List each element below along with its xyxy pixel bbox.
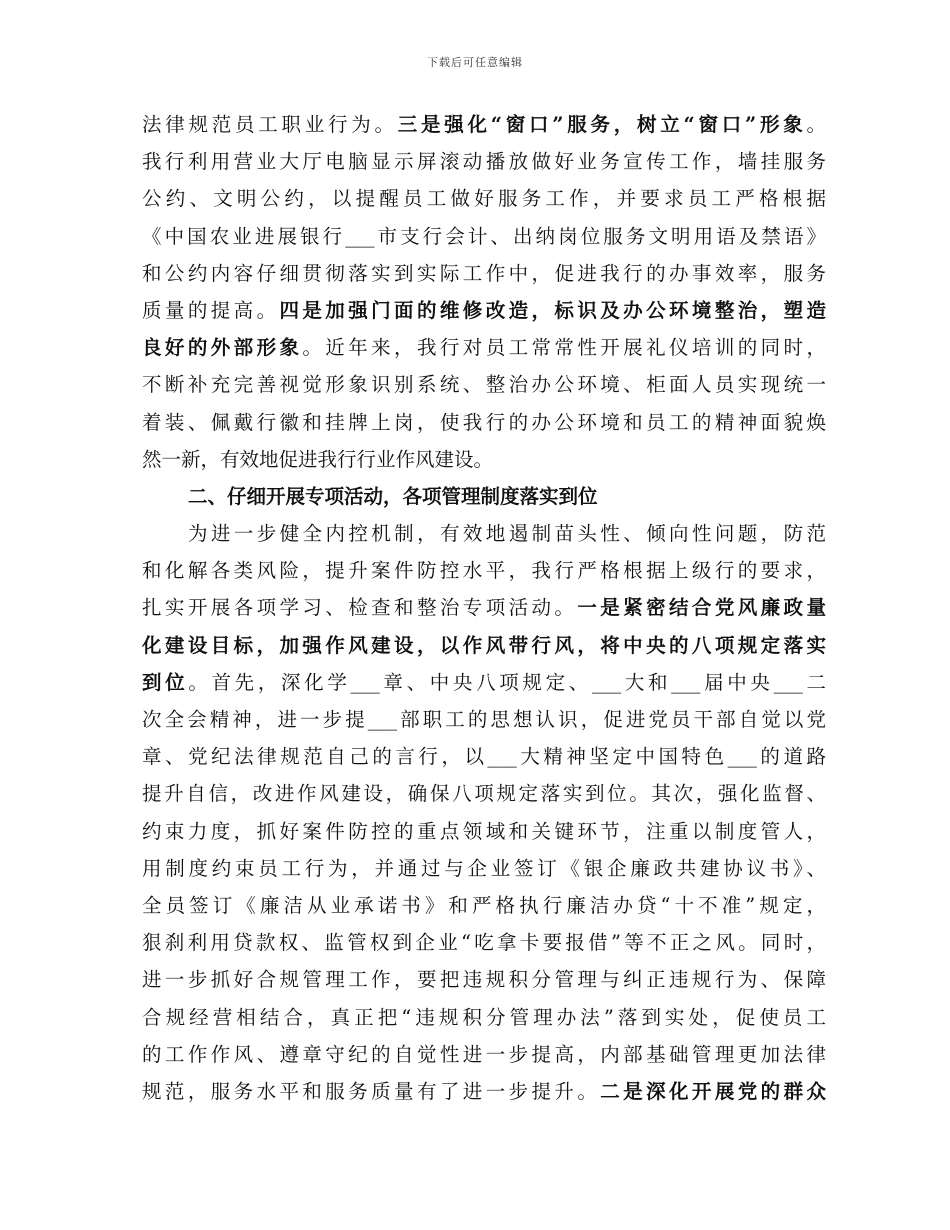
text-segment: 法律规范员工职业行为。 [142, 113, 398, 136]
text-line [142, 1073, 826, 1110]
bold-text-segment: 二、仔细开展专项活动，各项管理制度落实到位 [188, 484, 598, 508]
bold-text-segment: 到位 [142, 670, 189, 694]
text-segment: 为进一步健全内控机制，有效地遏制苗头性、倾向性问题，防范 [188, 522, 826, 546]
text-line [142, 441, 826, 478]
text-line [142, 404, 826, 441]
text-segment: 次全会精神，进一步提___部职工的思想认识，促进党员干部自觉以党 [142, 708, 826, 731]
text-segment: 全员签订《廉洁从业承诺书》和严格执行廉洁办贷“十不准”规定， [142, 893, 826, 917]
text-segment: 不断补充完善视觉形象识别系统、整治办公环境、柜面人员实现统一 [142, 373, 826, 397]
text-line [142, 850, 826, 887]
page-header: 下载后可任意编辑 [427, 56, 523, 69]
text-segment: 。 [806, 113, 826, 136]
text-segment: 和化解各类风险，提升案件防控水平，我行严格根据上级行的要求， [142, 559, 826, 583]
text-line [142, 589, 826, 626]
section-heading [142, 478, 826, 515]
text-segment: 然一新，有效地促进我行行业作风建设。 [142, 447, 494, 471]
text-segment: 《中国农业进展银行___市支行会计、出纳岗位服务文明用语及禁语》 [142, 224, 826, 248]
text-segment: 进一步抓好合规管理工作，要把违规积分管理与纠正违规行为、保障 [142, 968, 826, 992]
text-line [142, 329, 826, 366]
text-segment: 。近年来，我行对员工常常性开展礼仪培训的同时， [302, 336, 826, 360]
text-segment: 规范，服务水平和服务质量有了进一步提升。 [142, 1079, 601, 1103]
text-segment: 合规经营相结合，真正把“违规积分管理办法”落到实处，促使员工 [142, 1005, 826, 1029]
text-segment: 扎实开展各项学习、检查和整治专项活动。 [142, 596, 578, 620]
text-segment: 狠刹利用贷款权、监管权到企业“吃拿卡要报借”等不正之风。同时， [142, 931, 826, 955]
text-segment: 的工作作风、遵章守纪的自觉性进一步提高，内部基础管理更加法律 [142, 1042, 826, 1066]
text-segment: 公约、文明公约，以提醒员工做好服务工作，并要求员工严格根据 [142, 187, 826, 211]
bold-text-segment: 化建设目标，加强作风建设，以作风带行风，将中央的八项规定落实 [142, 633, 826, 657]
text-segment: 和公约内容仔细贯彻落实到实际工作中，促进我行的办事效率，服务 [142, 261, 826, 285]
text-line [142, 924, 826, 961]
text-line [142, 515, 826, 552]
text-segment: 。首先，深化学___章、中央八项规定、___大和___届中央___二 [188, 670, 826, 694]
text-segment: 质量的提高。 [142, 298, 280, 322]
bold-text-segment: 四是加强门面的维修改造，标识及办公环境整治，塑造 [279, 298, 826, 322]
text-line [142, 292, 826, 329]
bold-text-segment: 二是深化开展党的群众 [600, 1079, 826, 1103]
bold-text-segment: 一是紧密结合党风廉政量 [577, 596, 826, 620]
text-line [142, 813, 826, 850]
text-line [142, 664, 826, 701]
text-line [142, 143, 826, 180]
text-line [142, 961, 826, 998]
text-segment: 着装、佩戴行徽和挂牌上岗，使我行的办公环境和员工的精神面貌焕 [142, 410, 826, 434]
document-body [142, 106, 826, 1110]
text-line [142, 775, 826, 812]
text-line [142, 255, 826, 292]
bold-text-segment: 良好的外部形象 [142, 336, 303, 360]
text-line [142, 887, 826, 924]
text-segment: 我行利用营业大厅电脑显示屏滚动播放做好业务宣传工作，墙挂服务 [142, 150, 826, 174]
text-line [142, 999, 826, 1036]
text-line [142, 106, 826, 143]
text-line [142, 218, 826, 255]
text-segment: 用制度约束员工行为，并通过与企业签订《银企廉政共建协议书》、 [142, 856, 826, 880]
text-line [142, 1036, 826, 1073]
text-line [142, 552, 826, 589]
text-segment: 提升自信，改进作风建设，确保八项规定落实到位。其次，强化监督、 [142, 782, 826, 806]
text-line [142, 180, 826, 217]
text-line [142, 701, 826, 738]
text-line [142, 366, 826, 403]
text-segment: 章、党纪法律规范自己的言行，以___大精神坚定中国特色___的道路 [142, 745, 826, 769]
text-line [142, 738, 826, 775]
text-segment: 约束力度，抓好案件防控的重点领域和关键环节，注重以制度管人， [142, 819, 826, 843]
text-line [142, 627, 826, 664]
bold-text-segment: 三是强化“窗口”服务，树立“窗口”形象 [397, 113, 807, 136]
